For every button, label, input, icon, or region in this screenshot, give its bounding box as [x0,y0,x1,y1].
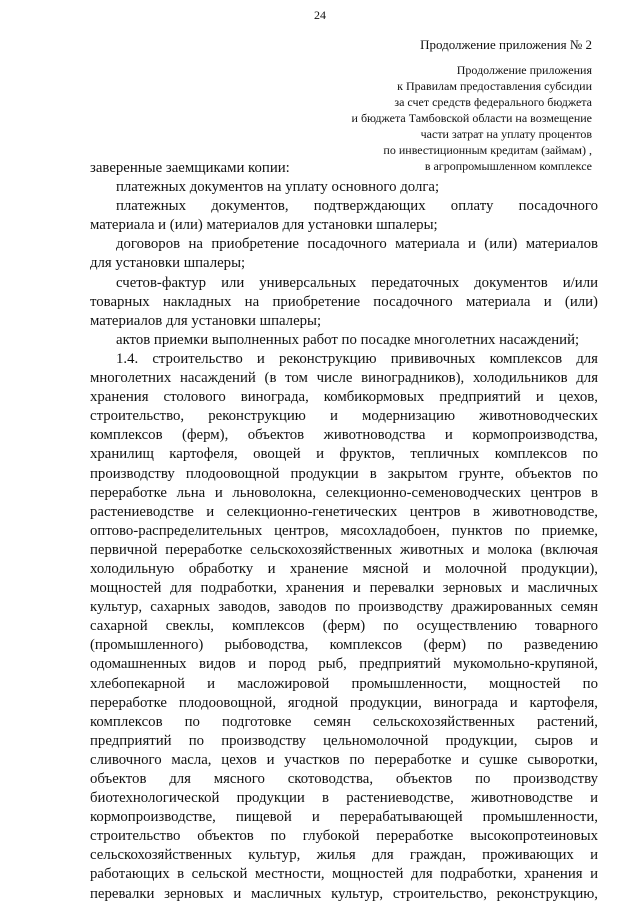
body-line: строительство объектов по глубокой переработке высокопротеиновых [90,828,598,845]
body-line: мощностей для подработки, хранения и перевалки зерновых и масличных [90,580,598,597]
body-line: строительство, реконструкцию и модернизацию животноводческих [90,408,598,425]
body-line: работающих в сельской местности, мощностей для подработки, хранения и [90,866,598,883]
body-line: хранения столового винограда, комбикормовых предприятий и цехов, [90,389,598,406]
body-line: материала и (или) материалов для установки шпалеры; [90,217,438,234]
body-line: культур, сахарных заводов, заводов по производству дражированных семян [90,599,598,616]
body-line: хлебопекарной и масложировой промышленности, мощностей по [90,675,598,692]
body-line: одомашненных видов и пород рыб, предприятий мукомольно-крупяной, [90,656,598,673]
body-line: растениеводстве и селекционно-генетических центров в животноводстве, [90,503,598,520]
body-line: платежных документов, подтверждающих оплату посадочного [116,198,598,215]
body-line: материалов для установки шпалеры; [90,312,322,329]
body-line: кормопроизводстве, пищевой и перерабатывающей промышленности, [90,809,598,826]
body-line: переработке плодоовощной, ягодной продукции, винограда и картофеля, [90,694,598,711]
body-text [90,159,598,904]
body-line: хранилищ картофеля, овощей и фруктов, тепличных комплексов по [90,446,598,463]
body-line: предприятий по производству цельномолочной продукции, сыров и [90,732,598,749]
header-line: части затрат на уплату процентов [420,127,592,141]
body-line: для установки шпалеры; [90,255,246,272]
body-line: холодильную обработку и хранение мясной и молочной продукции), [90,560,598,577]
header-line: к Правилам предоставления субсидии [397,79,592,93]
body-line: актов приемки выполненных работ по посадке многолетних насаждений; [116,331,580,348]
body-line: перевалки зерновых и масличных культур, строительство, реконструкцию, [90,885,598,902]
body-line: договоров на приобретение посадочного материала и (или) материалов [116,236,598,253]
body-line: оптово-распределительных центров, мясохладобоен, пунктов по приемке, [90,522,598,539]
header-line: и бюджета Тамбовской области на возмещение [351,111,592,125]
body-line: первичной переработке сельскохозяйственных животных и молока (включая [90,541,598,558]
body-line: объектов для мясного скотоводства, объектов по производству [90,771,598,787]
page-number: 24 [314,8,326,22]
body-line: биотехнологической продукции в растениеводстве, животноводстве и [90,790,598,807]
body-line: производству плодоовощной продукции в закрытом грунте, объектов по [90,465,598,482]
body-line: комплексов (ферм), объектов животноводства и кормопроизводства, [90,427,598,444]
header-block [292,62,592,174]
body-line: счетов-фактур или универсальных передаточных документов и/или [116,274,598,291]
body-line: переработке льна и льноволокна, селекционно-семеноводческих центров в [90,484,598,501]
body-line: платежных документов на уплату основного долга; [116,179,440,196]
body-line: сахарной свеклы, комплексов (ферм) по осуществлению товарного [90,618,598,635]
body-line: 1.4. строительство и реконструкцию прививочных комплексов для [116,350,598,367]
header-line: Продолжение приложения [456,63,592,77]
header-line: по инвестиционным кредитам (займам) , [383,143,592,157]
continuation-label: Продолжение приложения № 2 [420,37,592,52]
header-line: за счет средств федерального бюджета [394,95,592,109]
body-line: сливочного масла, цехов и участков по переработке и сушке сыворотки, [90,751,598,768]
header-line: в агропромышленном комплексе [424,159,592,173]
body-line: многолетних насаждений (в том числе виноградников), холодильников для [90,370,598,387]
body-line: комплексов по подготовке семян сельскохозяйственных растений, [90,713,598,730]
body-line: заверенные заемщиками копии: [90,160,290,176]
body-line: сельскохозяйственных культур, жилья для граждан, проживающих и [90,847,598,864]
body-line: товарных накладных на приобретение посадочного материала и (или) [90,293,598,310]
body-line: (промышленного) рыбоводства, комплексов (ферм) по разведению [90,637,598,654]
